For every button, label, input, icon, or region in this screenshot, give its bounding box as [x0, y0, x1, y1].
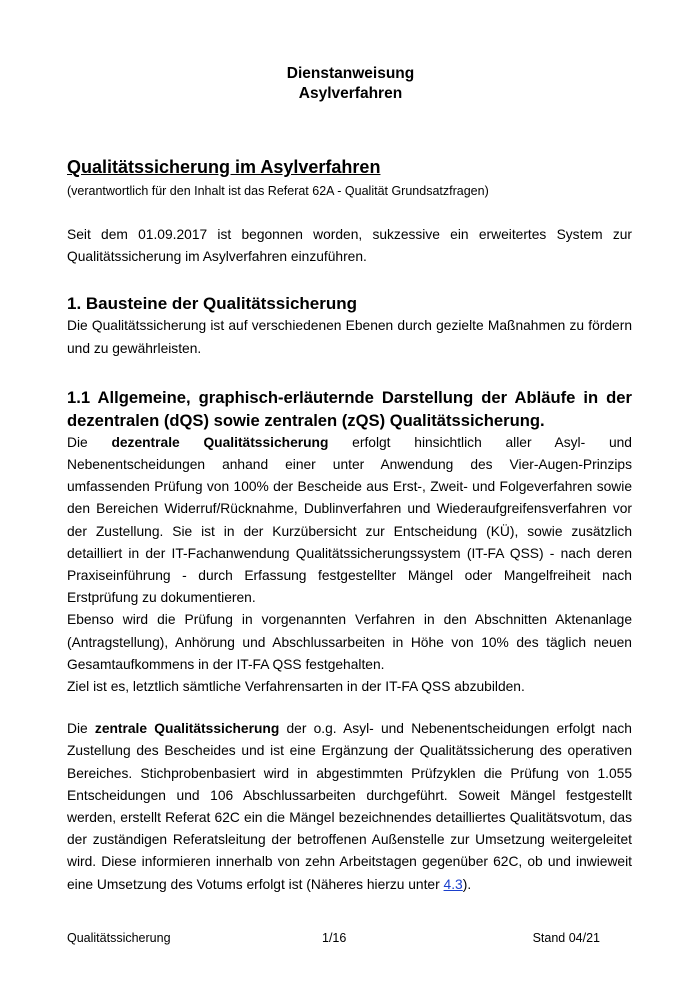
- chapter-1-paragraph: Die Qualitätssicherung ist auf verschiedenen Ebenen durch gezielte Maßnahmen zu fördern und zu gewährleisten.: [67, 318, 632, 356]
- dezentrale-qs-paragraph: [67, 432, 632, 610]
- dezentrale-prefix: Die: [67, 434, 88, 450]
- section-4-3-link[interactable]: 4.3: [443, 876, 463, 892]
- zentrale-prefix: Die: [67, 721, 88, 737]
- pruefung-paragraph: Ebenso wird die Prüfung in vorgenannten Verfahren in den Abschnitten Aktenanlage (Antragstellung), Anhörung und Abschlussarbeiten in Höhe von 10% des täglich neuen Gesamtaufkommens in der IT-FA QSS festgehalten.: [67, 612, 632, 672]
- chapter-1-heading: 1. Bausteine der Qualitätssicherung: [67, 294, 358, 314]
- page-number: 1/16: [322, 931, 347, 945]
- intro-paragraph: Seit dem 01.09.2017 ist begonnen worden, sukzessive ein erweitertes System zur Qualitätssicherung im Asylverfahren einzuführen.: [67, 227, 632, 265]
- dezentrale-qs-text: erfolgt hinsichtlich aller Asyl- und Nebenentscheidungen anhand einer unter Anwendung des Vier-Augen-Prinzips umfassenden Prüfung von 100% der Bescheide aus Erst-, Zweit- und Folgeverfahren sowie den Bereichen Widerruf/Rücknahme, Dublinverfahren und Wiederaufgreifensverfahren vor der Zustellung. Sie ist in der Kurzübersicht zur Entscheidung (KÜ), sowie zusätzlich detailliert in der IT-Fachanwendung Qualitätssicherungssystem (IT-FA QSS) - nach deren Praxiseinführung - durch Erfassung festgestellter Mängel oder Mangelfreiheit nach Erstprüfung zu dokumentieren.: [67, 434, 632, 606]
- document-title-line2: Asylverfahren: [298, 85, 403, 102]
- footer-title: Qualitätssicherung: [67, 931, 171, 945]
- ziel-paragraph: Ziel ist es, letztlich sämtliche Verfahrensarten in der IT-FA QSS abzubilden.: [67, 679, 525, 695]
- zentrale-qs-text: der o.g. Asyl- und Nebenentscheidungen erfolgt nach Zustellung des Bescheides und ist eine Ergänzung der Qualitätssicherung des operativen Bereiches. Stichprobenbasiert wird in abgestimmten Prüfzyklen die Prüfung von 1.055 Entscheidungen und 106 Abschlussarbeiten durchgeführt. Soweit Mängel festgestellt werden, erstellt Referat 62C ein die Mängel bezeichnendes detailliertes Qualitätsvotum, das der zuständigen Referatsleitung der betroffenen Außenstelle zur Umsetzung weitergeleitet wird. Diese informieren innerhalb von zehn Arbeitstagen gegenüber 62C, ob und inwieweit eine Umsetzung des Votums erfolgt ist (Näheres hierzu unter: [67, 721, 632, 892]
- section-heading: Qualitätssicherung im Asylverfahren: [67, 157, 381, 177]
- document-title: [67, 64, 632, 104]
- zentrale-qs-paragraph: [67, 718, 632, 896]
- zentrale-suffix: ).: [462, 876, 472, 892]
- document-title-line1: Dienstanweisung: [286, 65, 415, 82]
- chapter-1-1-heading: 1.1 Allgemeine, graphisch-erläuternde Darstellung der Abläufe in der dezentralen (dQS) sowie zentralen (zQS) Qualitätssicherung.: [67, 387, 632, 430]
- footer-version: Stand 04/21: [532, 931, 600, 945]
- zentrale-qs-term: zentrale Qualitätssicherung: [94, 721, 280, 737]
- document-page: [67, 64, 632, 896]
- responsible-note: (verantwortlich für den Inhalt ist das Referat 62A - Qualität Grundsatzfragen): [67, 184, 489, 198]
- dezentrale-qs-term: dezentrale Qualitätssicherung: [111, 434, 329, 450]
